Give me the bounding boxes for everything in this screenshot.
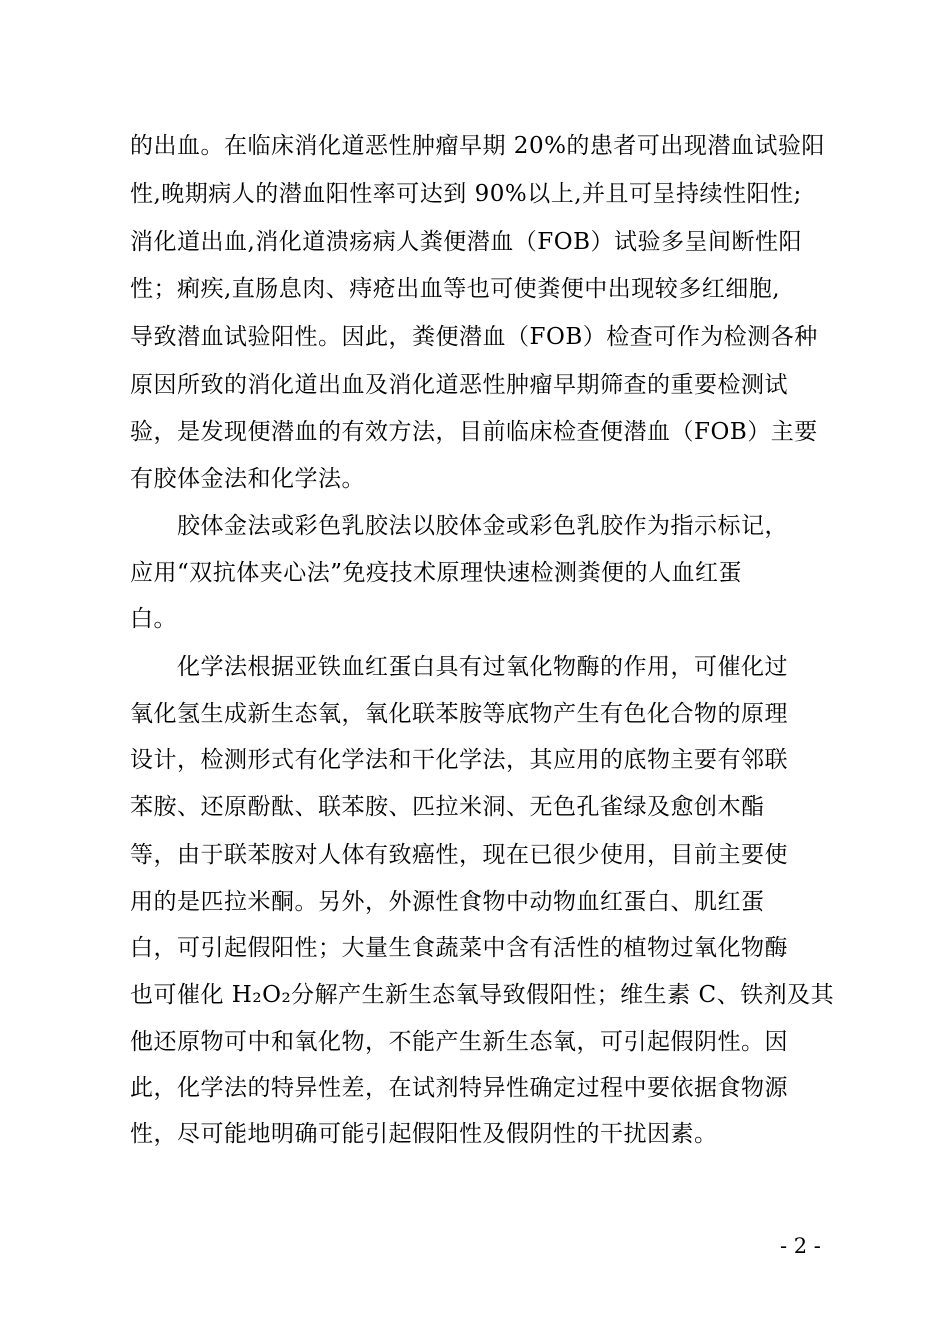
paragraph-line: 性,晚期病人的潜血阳性率可达到 90%以上,并且可呈持续性阳性; — [130, 181, 802, 207]
paragraph-line: 化学法根据亚铁血红蛋白具有过氧化物酶的作用，可催化过 — [177, 654, 788, 680]
paragraph-line: 消化道出血,消化道溃疡病人粪便潜血（FOB）试验多呈间断性阳 — [130, 229, 803, 255]
paragraph-line: 白。 — [130, 606, 177, 632]
paragraph-line: 他还原物可中和氧化物，不能产生新生态氧，可引起假阴性。因 — [130, 1029, 788, 1055]
page-number: - 2 - — [780, 1234, 821, 1258]
paragraph-line: 此，化学法的特异性差，在试剂特异性确定过程中要依据食物源 — [130, 1075, 788, 1101]
paragraph-line: 氧化氢生成新生态氧，氧化联苯胺等底物产生有色化合物的原理 — [130, 701, 788, 727]
paragraph-line: 有胶体金法和化学法。 — [130, 466, 365, 492]
paragraph-line: 也可催化 H₂O₂分解产生新生态氧导致假阳性；维生素 C、铁剂及其 — [130, 982, 835, 1008]
paragraph-line: 胶体金法或彩色乳胶法以胶体金或彩色乳胶作为指示标记， — [177, 513, 788, 539]
paragraph-line: 等，由于联苯胺对人体有致癌性，现在已很少使用，目前主要使 — [130, 842, 788, 868]
paragraph-line: 的出血。在临床消化道恶性肿瘤早期 20%的患者可出现潜血试验阳 — [130, 133, 825, 159]
paragraph-line: 设计，检测形式有化学法和干化学法，其应用的底物主要有邻联 — [130, 747, 788, 773]
paragraph-line: 导致潜血试验阳性。因此，粪便潜血（FOB）检查可作为检测各种 — [130, 324, 818, 350]
paragraph-line: 验，是发现便潜血的有效方法，目前临床检查便潜血（FOB）主要 — [130, 419, 818, 445]
paragraph-line: 白，可引起假阳性；大量生食蔬菜中含有活性的植物过氧化物酶 — [130, 935, 788, 961]
paragraph-line: 应用“双抗体夹心法”免疫技术原理快速检测粪便的人血红蛋 — [130, 560, 743, 586]
paragraph-line: 性；痢疾,直肠息肉、痔疮出血等也可使粪便中出现较多红细胞, — [130, 276, 781, 302]
paragraph-line: 苯胺、还原酚酞、联苯胺、匹拉米洞、无色孔雀绿及愈创木酯 — [130, 794, 765, 820]
paragraph-line: 原因所致的消化道出血及消化道恶性肿瘤早期筛查的重要检测试 — [130, 372, 788, 398]
paragraph-line: 性，尽可能地明确可能引起假阳性及假阴性的干扰因素。 — [130, 1121, 718, 1147]
paragraph-line: 用的是匹拉米酮。另外，外源性食物中动物血红蛋白、肌红蛋 — [130, 889, 765, 915]
